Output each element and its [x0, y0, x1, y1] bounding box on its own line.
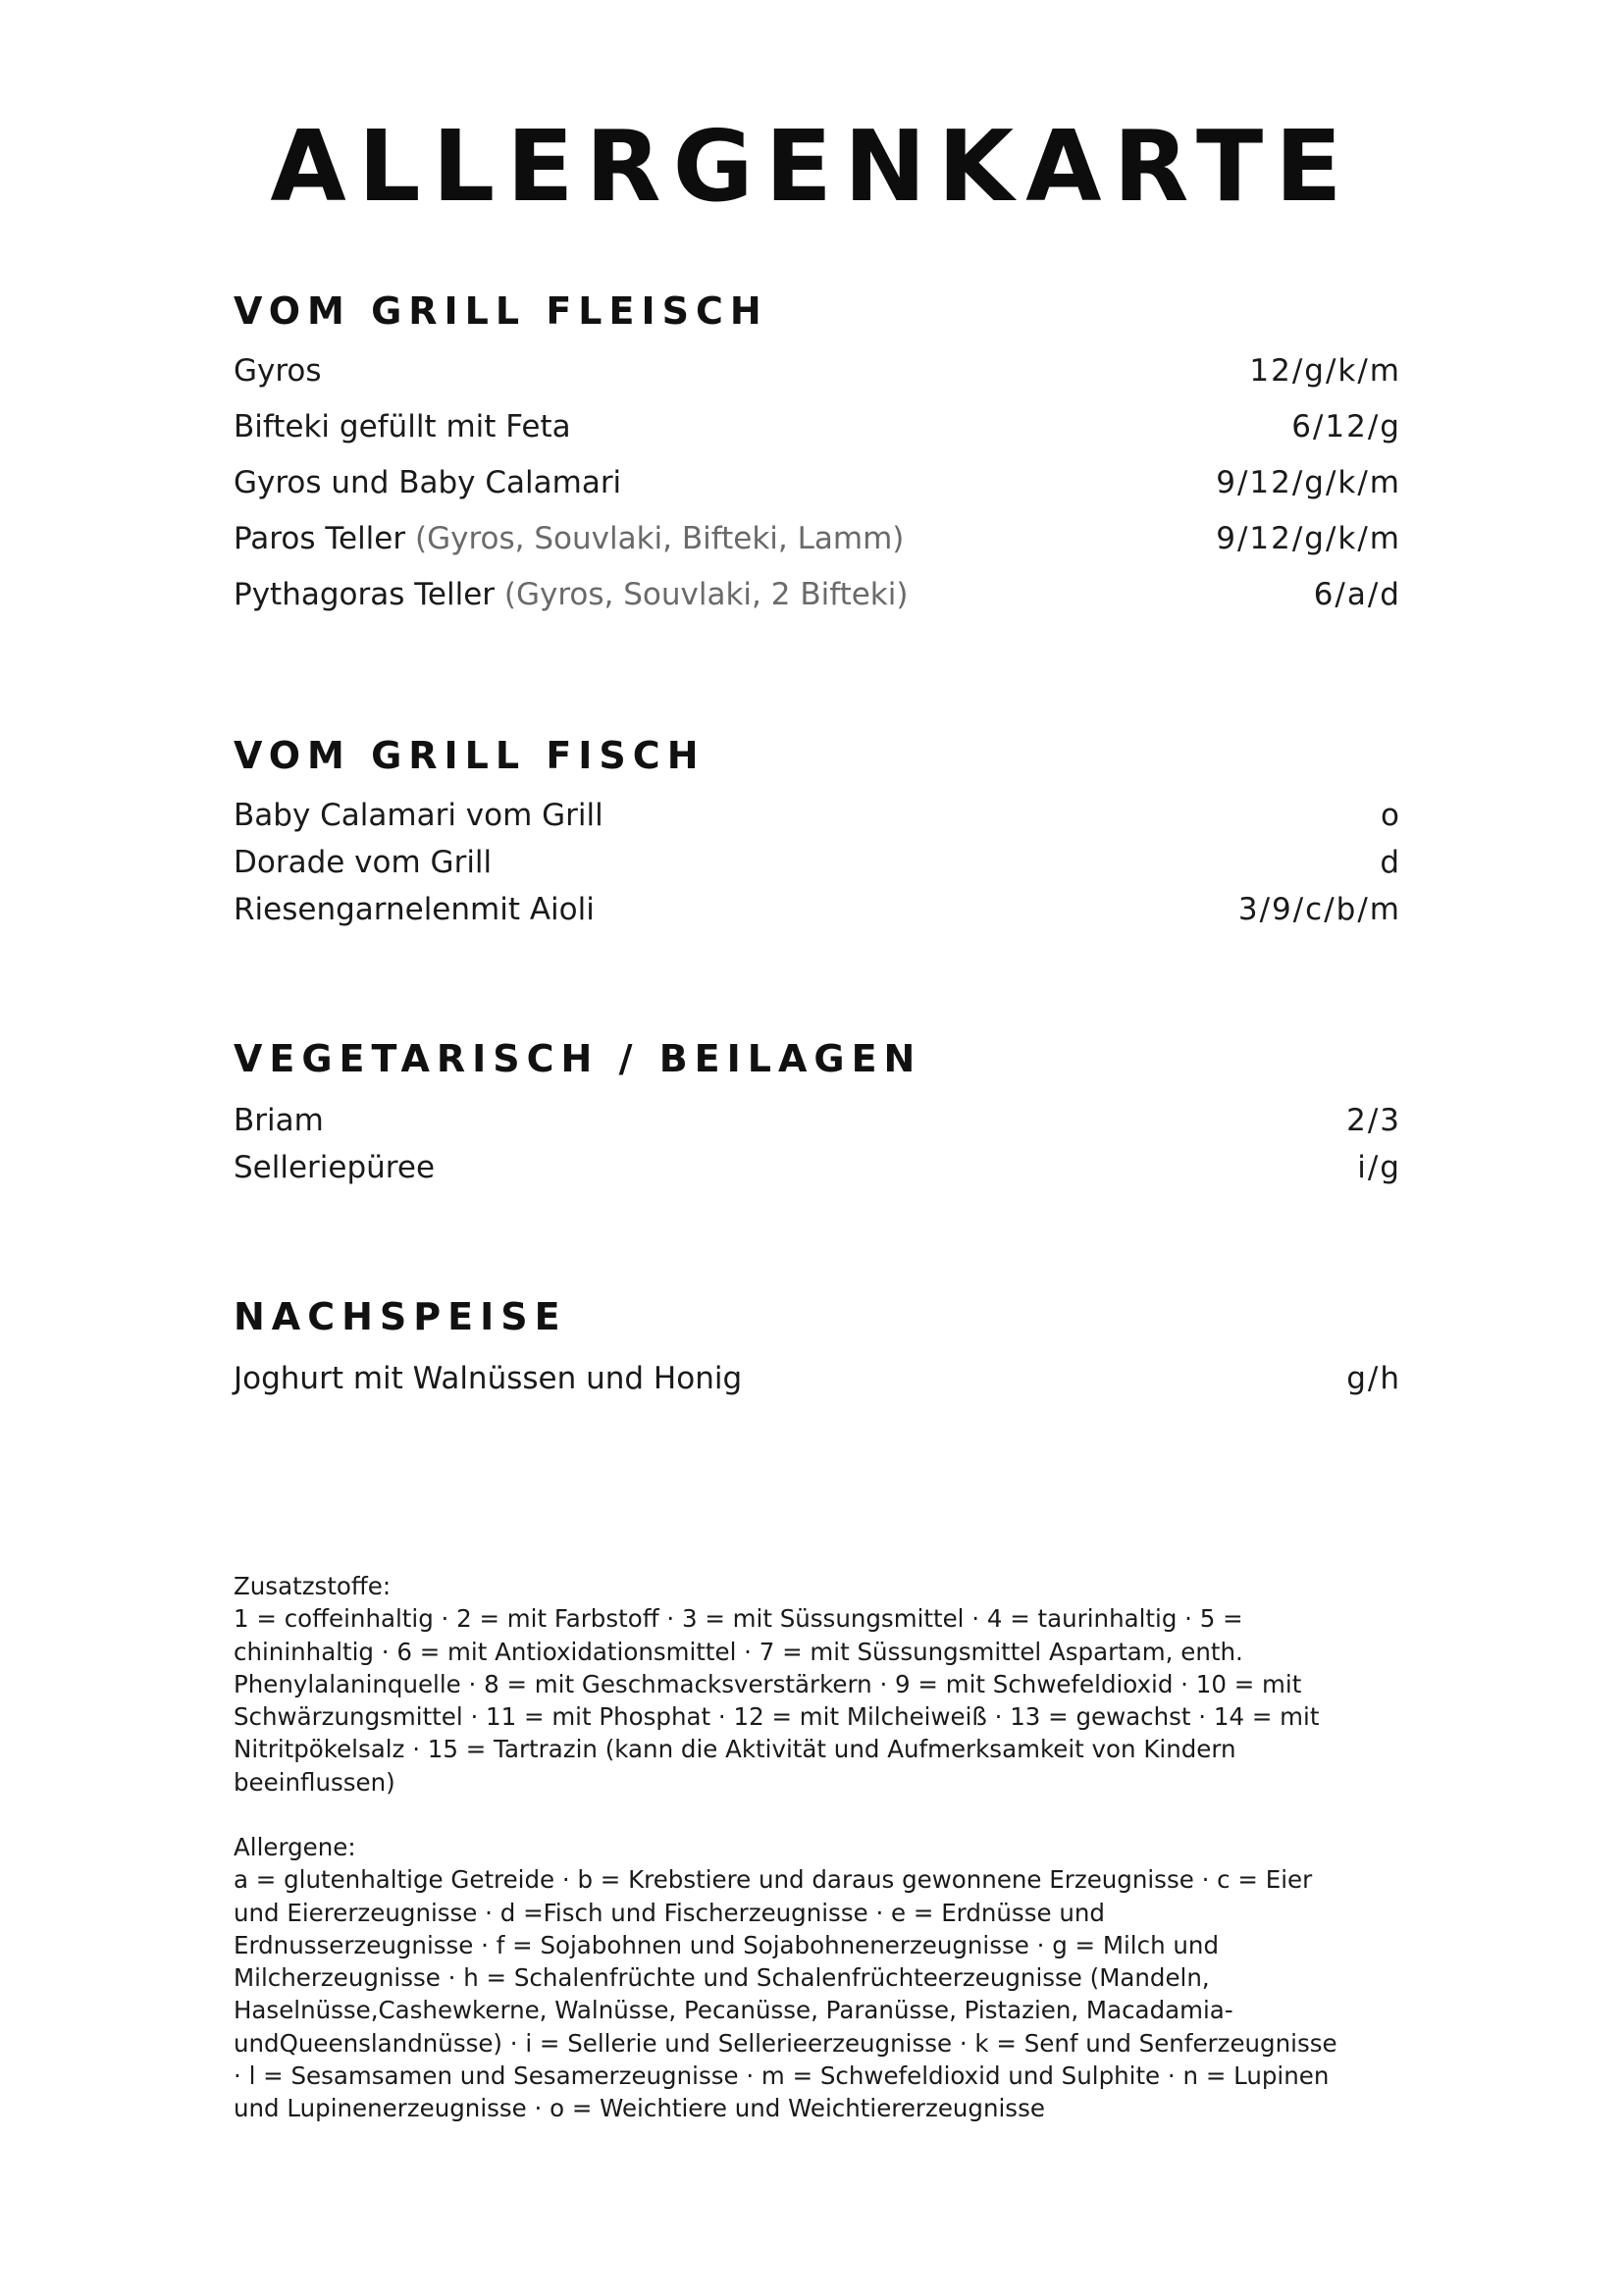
legend-line: Milcherzeugnisse · h = Schalenfrüchte und Schalenfrüchteerzeugnisse (Mandeln, [234, 1963, 1210, 1993]
allergen-codes: 2/3 [1346, 1103, 1401, 1138]
item-name: Briam [234, 1103, 324, 1138]
legend-line: Haselnüsse,Cashewkerne, Walnüsse, Pecanüsse, Paranüsse, Pistazien, Macadamia- [234, 1996, 1233, 2025]
legend-line: undQueenslandnüsse) · i = Sellerie und Sellerieerzeugnisse · k = Senf und Senferzeugnisse [234, 2028, 1337, 2058]
item-name [234, 455, 621, 511]
item-name: Baby Calamari vom Grill [234, 798, 603, 833]
allergen-codes: 3/9/c/b/m [1237, 892, 1401, 927]
menu-item [234, 839, 1401, 886]
item-name: Riesengarnelenmit Aioli [234, 892, 595, 927]
item-detail: (Gyros, Souvlaki, 2 Bifteki) [503, 577, 909, 612]
menu-item [234, 1097, 1401, 1144]
allergen-codes: g/h [1346, 1361, 1401, 1396]
legend-line: · l = Sesamsamen und Sesamerzeugnisse · m = Schwefeldioxid und Sulphite · n = Lupinen [234, 2061, 1330, 2091]
item-title: Bifteki gefüllt mit Feta [234, 409, 571, 444]
section-heading: VOM GRILL FISCH [234, 734, 706, 777]
legend-line: Schwärzungsmittel · 11 = mit Phosphat · 12 = mit Milcheiweiß · 13 = gewachst · 14 = mit [234, 1702, 1320, 1732]
legend-body [234, 1863, 1411, 2124]
allergen-codes: 6/a/d [1313, 577, 1401, 612]
allergen-codes: 9/12/g/k/m [1216, 521, 1401, 556]
legend-line: beeinflussen) [234, 1767, 395, 1797]
menu-item [234, 511, 1401, 567]
section-vom-grill-fisch [234, 731, 1401, 933]
allergen-codes: d [1380, 845, 1401, 880]
legend-line: Nitritpökelsalz · 15 = Tartrazin (kann die Aktivität und Aufmerksamkeit von Kindern [234, 1735, 1236, 1764]
item-name: Joghurt mit Walnüssen und Honig [234, 1361, 743, 1396]
allergen-codes: i/g [1357, 1150, 1401, 1185]
item-name [234, 567, 908, 623]
legend-line: Erdnusserzeugnisse · f = Sojabohnen und Sojabohnenerzeugnisse · g = Milch und [234, 1930, 1220, 1959]
legend-allergene [234, 1831, 1411, 2125]
menu-item [234, 455, 1401, 511]
item-title: Pythagoras Teller [234, 577, 496, 612]
item-title: Paros Teller [234, 521, 406, 556]
item-name [234, 343, 322, 399]
item-name: Dorade vom Grill [234, 845, 493, 880]
allergen-codes: o [1381, 798, 1401, 833]
section-vegetarisch-beilagen [234, 1034, 1401, 1191]
menu-item [234, 792, 1401, 839]
legend-heading: Zusatzstoffe: [234, 1572, 392, 1600]
legend-line: 1 = coffeinhaltig · 2 = mit Farbstoff · 3 = mit Süssungsmittel · 4 = taurinhaltig · 5 = [234, 1604, 1243, 1634]
item-name [234, 511, 904, 567]
item-detail: (Gyros, Souvlaki, Bifteki, Lamm) [414, 521, 905, 556]
legend-line: und Eiererzeugnisse · d =Fisch und Fischerzeugnisse · e = Erdnüsse und [234, 1898, 1105, 1927]
item-list [234, 792, 1401, 933]
item-name [234, 399, 571, 455]
page-title: ALLERGENKARTE [270, 109, 1354, 224]
menu-item [234, 343, 1401, 399]
item-name: Selleriepüree [234, 1150, 436, 1185]
legend-line: und Lupinenerzeugnisse · o = Weichtiere und Weichtiererzeugnisse [234, 2094, 1045, 2123]
allergen-codes: 9/12/g/k/m [1216, 465, 1401, 500]
item-list [234, 1355, 1401, 1402]
menu-item [234, 399, 1401, 455]
section-heading: VOM GRILL FLEISCH [234, 289, 768, 333]
item-list [234, 343, 1401, 623]
section-heading: NACHSPEISE [234, 1295, 567, 1338]
legend-line: chininhaltig · 6 = mit Antioxidationsmittel · 7 = mit Süssungsmittel Aspartam, enth. [234, 1637, 1243, 1666]
legend-line: Phenylalaninquelle · 8 = mit Geschmacksverstärkern · 9 = mit Schwefeldioxid · 10 = mit [234, 1669, 1302, 1698]
allergen-codes: 12/g/k/m [1249, 353, 1401, 389]
legend-zusatzstoffe [234, 1570, 1411, 1799]
item-title: Gyros [234, 353, 322, 389]
item-title: Gyros und Baby Calamari [234, 465, 622, 500]
section-nachspeise [234, 1292, 1401, 1402]
section-heading: VEGETARISCH / BEILAGEN [234, 1037, 922, 1080]
legend-body [234, 1602, 1411, 1799]
legend-heading: Allergene: [234, 1833, 356, 1861]
menu-item [234, 1355, 1401, 1402]
section-vom-grill-fleisch [234, 287, 1401, 623]
allergen-codes: 6/12/g [1291, 409, 1401, 444]
menu-item [234, 1144, 1401, 1191]
menu-item [234, 567, 1401, 623]
legend-line: a = glutenhaltige Getreide · b = Krebstiere und daraus gewonnene Erzeugnisse · c = Eier [234, 1865, 1313, 1895]
menu-item [234, 886, 1401, 933]
item-list [234, 1097, 1401, 1191]
